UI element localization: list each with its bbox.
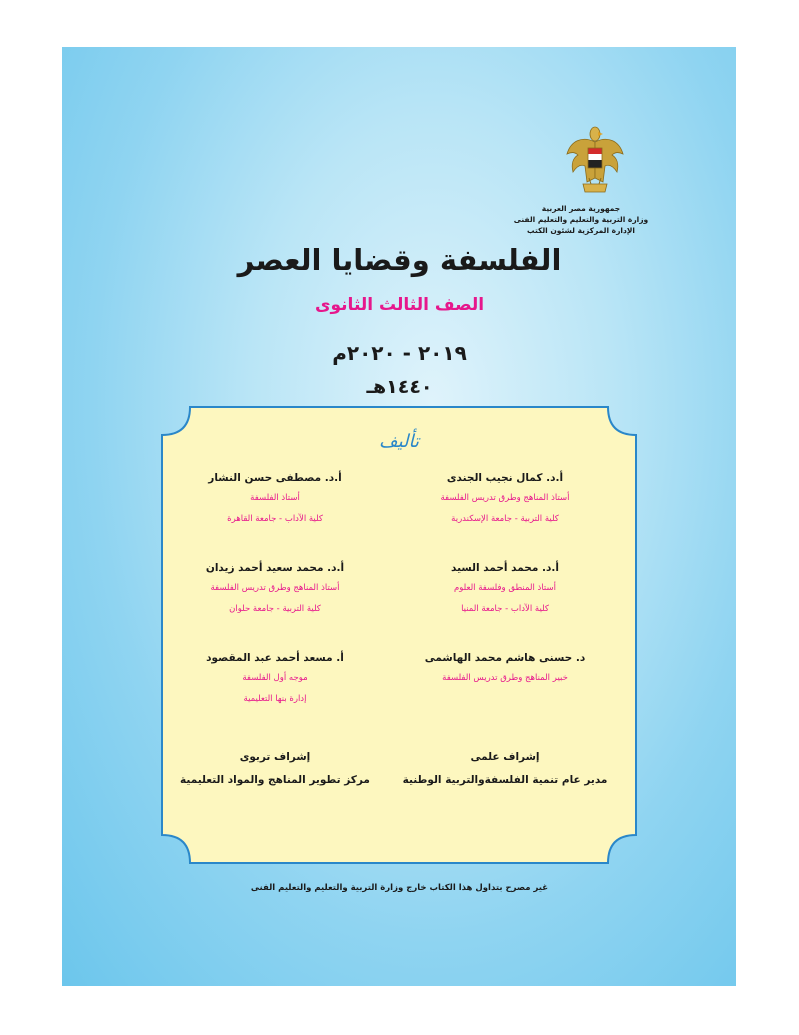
author-card — [160, 472, 390, 524]
author-affiliation: كلية التربية - جامعة حلوان — [229, 604, 321, 614]
author-name: أ. مسعد أحمد عبد المقصود — [206, 652, 344, 664]
supervision-body: مدير عام تنمية الفلسفةوالتربية الوطنية — [402, 774, 608, 786]
academic-year: ٢٠١٩ - ٢٠٢٠م — [332, 341, 467, 365]
author-role: أستاذ الفلسفة — [250, 493, 300, 503]
supervision-title: إشراف تربوى — [239, 751, 311, 763]
grade-level: الصف الثالث الثانوى — [314, 295, 485, 315]
ministry-header — [471, 203, 691, 236]
ministry-line-3: الإدارة المركزية لشئون الكتب — [527, 226, 635, 235]
circulation-notice: غير مصرح بتداول هذا الكتاب خارج وزارة التربية والتعليم والتعليم الفنى — [250, 883, 549, 893]
hijri-year: ١٤٤٠هـ — [366, 376, 433, 398]
author-name: د. حسنى هاشم محمد الهاشمى — [424, 652, 586, 664]
book-title: الفلسفة وقضايا العصر — [237, 243, 562, 277]
author-affiliation: كلية التربية - جامعة الإسكندرية — [451, 514, 559, 524]
supervision-scientific — [390, 751, 620, 786]
supervision-educational — [160, 751, 390, 786]
author-role: أستاذ المناهج وطرق تدريس الفلسفة — [210, 583, 340, 593]
author-role: أستاذ المناهج وطرق تدريس الفلسفة — [440, 493, 570, 503]
author-affiliation: إدارة بنها التعليمية — [243, 694, 307, 704]
author-card — [390, 472, 620, 524]
author-name: أ.د. مصطفى حسن النشار — [208, 472, 342, 484]
author-name: أ.د. محمد سعيد أحمد زيدان — [205, 562, 345, 574]
author-role: خبير المناهج وطرق تدريس الفلسفة — [442, 673, 568, 683]
author-affiliation: كلية الآداب - جامعة المنيا — [461, 604, 549, 614]
authors-box — [160, 405, 638, 865]
author-role: موجه أول الفلسفة — [242, 673, 308, 683]
author-card — [160, 652, 390, 704]
egypt-eagle-emblem — [565, 122, 625, 200]
author-card — [390, 562, 620, 614]
ministry-line-2: وزارة التربية والتعليم والتعليم الفنى — [513, 215, 649, 224]
author-role: أستاذ المنطق وفلسفة العلوم — [454, 583, 556, 593]
author-card — [390, 652, 620, 683]
author-affiliation: كلية الآداب - جامعة القاهرة — [227, 514, 323, 524]
supervision-title: إشراف علمى — [470, 751, 540, 763]
author-name: أ.د. كمال نجيب الجندى — [446, 472, 564, 484]
ministry-line-1: جمهورية مصر العربية — [541, 204, 621, 213]
authors-heading: تأليف — [378, 431, 420, 452]
supervision-body: مركز تطوير المناهج والمواد التعليمية — [180, 774, 370, 786]
author-name: أ.د. محمد أحمد السيد — [451, 562, 559, 574]
author-card — [160, 562, 390, 614]
